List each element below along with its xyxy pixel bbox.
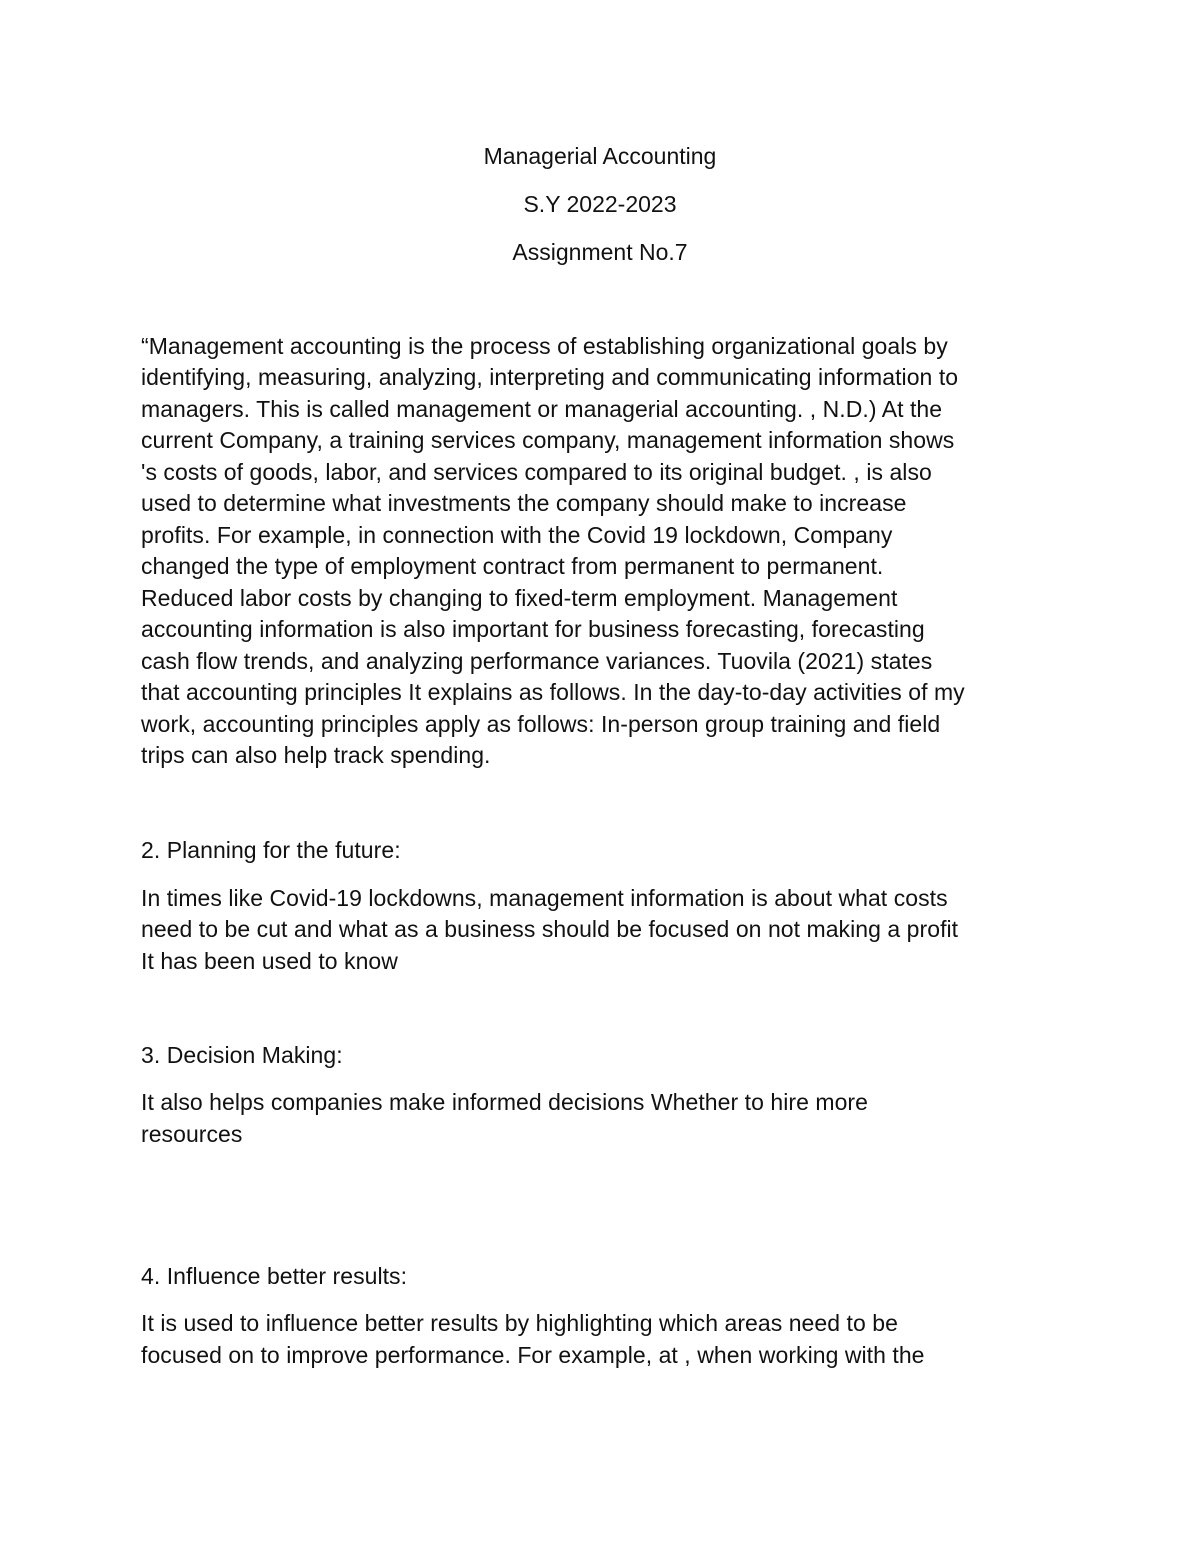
paragraph-line: Reduced labor costs by changing to fixed-term employment. Management — [141, 585, 898, 611]
paragraph-line: work, accounting principles apply as follows: In-person group training and field — [141, 711, 941, 737]
paragraph-line: that accounting principles It explains as follows. In the day-to-day activities of my — [141, 679, 965, 705]
paragraph-line: It has been used to know — [141, 948, 398, 974]
paragraph-line: It also helps companies make informed decisions Whether to hire more — [141, 1089, 868, 1115]
paragraph-line: “Management accounting is the process of establishing organizational goals by — [141, 333, 948, 359]
paragraph-line: cash flow trends, and analyzing performance variances. Tuovila (2021) states — [141, 648, 933, 674]
paragraph-line: trips can also help track spending. — [141, 742, 491, 768]
paragraph-line: current Company, a training services company, management information shows — [141, 427, 955, 453]
paragraph-line: In times like Covid-19 lockdowns, management information is about what costs — [141, 885, 948, 911]
paragraph-line: managers. This is called management or managerial accounting. , N.D.) At the — [141, 396, 943, 422]
section-heading: 3. Decision Making: — [141, 1042, 343, 1068]
paragraph-line: focused on to improve performance. For example, at , when working with the — [141, 1342, 925, 1368]
paragraph-line: used to determine what investments the company should make to increase — [141, 490, 907, 516]
assignment-number: Assignment No.7 — [512, 239, 688, 265]
section-heading: 2. Planning for the future: — [141, 837, 401, 863]
paragraph-line: 's costs of goods, labor, and services compared to its original budget. , is also — [141, 459, 932, 485]
paragraph-line: accounting information is also important for business forecasting, forecasting — [141, 616, 925, 642]
school-year: S.Y 2022-2023 — [523, 191, 677, 217]
paragraph-line: identifying, measuring, analyzing, interpreting and communicating information to — [141, 364, 959, 390]
paragraph-line: It is used to influence better results by highlighting which areas need to be — [141, 1310, 898, 1336]
paragraph-line: resources — [141, 1121, 243, 1147]
section-heading: 4. Influence better results: — [141, 1263, 408, 1289]
paragraph-line: need to be cut and what as a business should be focused on not making a profit — [141, 916, 959, 942]
paragraph-line: profits. For example, in connection with the Covid 19 lockdown, Company — [141, 522, 893, 548]
paragraph-line: changed the type of employment contract from permanent to permanent. — [141, 553, 884, 579]
course-title: Managerial Accounting — [483, 143, 717, 169]
